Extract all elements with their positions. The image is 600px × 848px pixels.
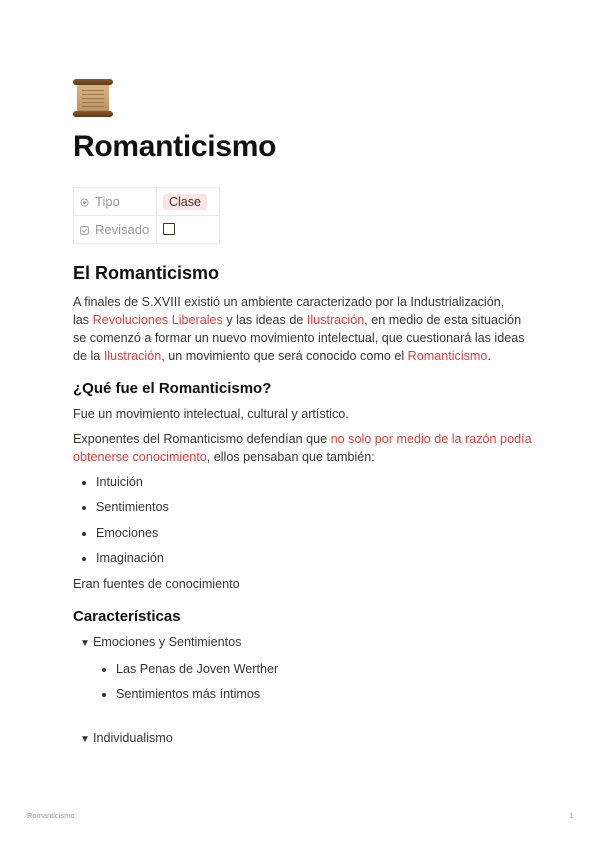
- checkbox-icon: [80, 226, 89, 235]
- property-row-revisado[interactable]: [74, 216, 220, 244]
- property-row-tipo[interactable]: [74, 188, 220, 216]
- toggle-emociones[interactable]: ▼ Emociones y Sentimientos: [80, 633, 533, 653]
- toggle-arrow-icon[interactable]: ▼: [80, 733, 90, 745]
- list-item: • Sentimientos más íntimos: [116, 685, 533, 703]
- paragraph-intro: A finales de S.XVIII existió un ambiente caracterizado por la Industrialización, las Revoluciones Liberales y las ideas de Ilustración, en medio de esta situación se comenzó a formar un nuevo movimiento intelectual, que cuestionará las ideas de la Ilustración, un movimiento que será conocido como el Romanticismo.: [73, 295, 525, 363]
- list-item: • Las Penas de Joven Werther: [116, 660, 533, 678]
- toggle-content-list: [73, 660, 533, 704]
- paragraph-definition: Fue un movimiento intelectual, cultural y artístico.: [73, 407, 349, 421]
- status-icon: [80, 198, 89, 207]
- tag-badge: Clase: [163, 194, 207, 210]
- bullet-list: [73, 473, 533, 567]
- scroll-icon[interactable]: [73, 78, 113, 118]
- list-item: • Imaginación: [96, 549, 533, 567]
- list-item: • Sentimientos: [96, 498, 533, 516]
- footer-title: Romanticismo: [27, 811, 75, 820]
- highlight-text: Ilustración: [306, 313, 365, 327]
- list-item: • Emociones: [96, 524, 533, 542]
- revisado-checkbox[interactable]: [163, 223, 175, 235]
- heading-caracteristicas: Características: [73, 607, 181, 625]
- toggle-arrow-icon[interactable]: ▼: [80, 637, 90, 649]
- property-key: Revisado: [74, 216, 157, 244]
- page-title: Romanticismo: [73, 130, 277, 163]
- highlight-text: Romanticismo: [407, 349, 488, 363]
- property-key: Tipo: [74, 188, 157, 216]
- heading-el-romanticismo: El Romanticismo: [73, 263, 220, 283]
- property-value[interactable]: [157, 216, 220, 244]
- property-value[interactable]: [157, 188, 220, 216]
- list-item: • Intuición: [96, 473, 533, 491]
- highlight-text: Ilustración: [103, 349, 162, 363]
- paragraph-fuentes: Eran fuentes de conocimiento: [73, 576, 240, 591]
- highlight-text: Revoluciones Liberales: [92, 313, 223, 327]
- properties-table: [73, 187, 220, 244]
- heading-que-fue: ¿Qué fue el Romanticismo?: [73, 380, 272, 397]
- toggle-individualismo[interactable]: ▼ Individualismo: [80, 729, 533, 749]
- paragraph-exponentes: Exponentes del Romanticismo defendían que no solo por medio de la razón podía obtenerse conocimiento, ellos pensaban que también:: [73, 432, 532, 464]
- page-content: [73, 78, 533, 756]
- highlight-text: no solo por medio de la razón podía obtenerse conocimiento: [73, 432, 532, 464]
- footer-page-number: 1: [569, 811, 574, 820]
